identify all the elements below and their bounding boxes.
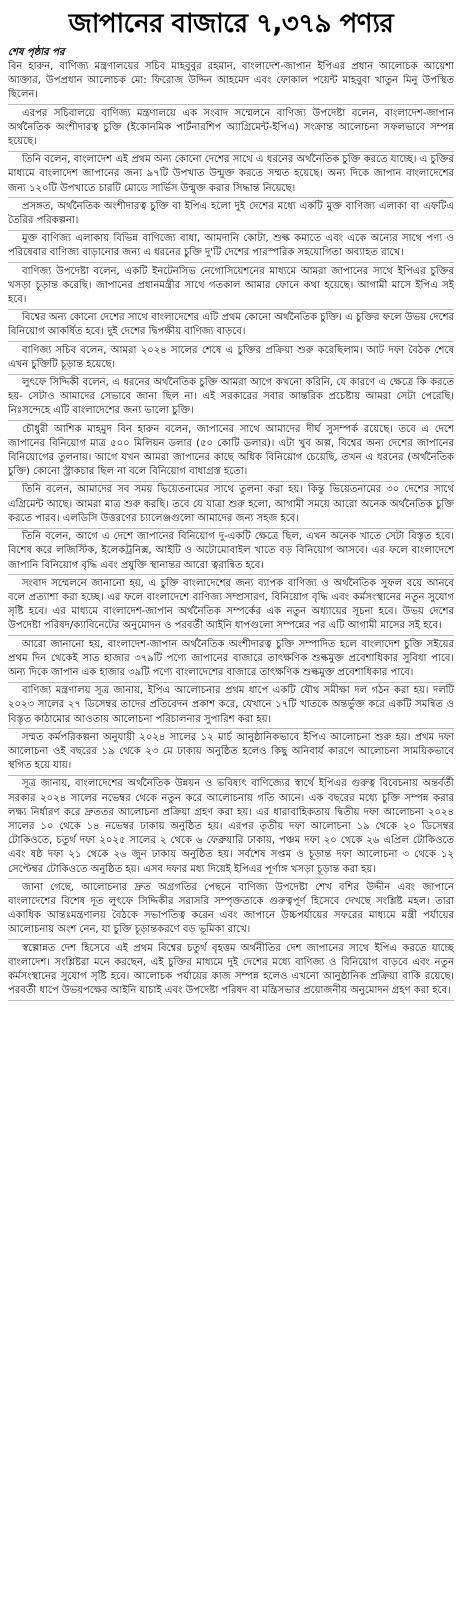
- paragraph: মুক্ত বাণিজ্য এলাকায় বিভিন্ন বাণিজ্যে বাধা, আমদানি কোটা, শুল্ক কমাতে এবং একে অন্যের সাথে পণ্য ও পরিষেবার বাণিজ্য বাড়ানোর জন্য এ ধরনের চুক্তি দু'টি দেশের পারস্পরিক সহযোগিতা অব্যাহত রাখে।: [8, 232, 454, 263]
- paragraph: স্বল্পোন্নত দেশ হিসেবে এই প্রথম বিশ্বের চতুর্থ বৃহত্তম অর্থনীতির দেশ জাপানের সাথে ইপিএ করতে যাচ্ছে বাংলাদেশ। সংশ্লিষ্টরা মনে করছেন, এই চুক্তির মাধ্যমে দুই দেশের মধ্যে বাণিজ্য ও বিনিয়োগ বাড়বে এবং নতুন কর্মসংস্থানের সুযোগ সৃষ্টি হবে। আলোচক পর্যায়ের কাজ সম্পন্ন হলেও এখনো আনুষ্ঠানিক প্রক্রিয়া বাকি রয়েছে। পরবর্তী ধাপে উভয়পক্ষের আইনি যাচাই এবং উপদেষ্টা পরিষদ বা মন্ত্রিসভার প্রয়োজনীয় অনুমোদন গ্রহণ করা হবে।: [8, 942, 454, 1001]
- paragraph: বাণিজ্য উপদেষ্টা বলেন, একটি ইনটেনসিভ নেগোসিয়েশনের মাধ্যমে আমরা জাপানের সাথে ইপিএর চুক্তির খসড়া চূড়ান্ত করেছি। জাপানের প্রধানমন্ত্রীর সাথে গতকাল আমার ফোনে কথা হয়েছে। আগামী মাসে ইপিএ সই হবে।: [8, 265, 454, 310]
- paragraph: লুৎফে সিদ্দিকী বলেন, এ ধরনের অর্থনৈতিক চুক্তি আমরা আগে কখনো করিনি, যে কারণে এ ক্ষেত্রে কি করতে হয়- সেটাও আমাদের সেভাবে জানা ছিল না। এই সরকারের সবার আন্তরিক প্রচেষ্টায় আমরা সেটা পেরেছি। নিঃসন্দেহে এটি বাংলাদেশের জন্য ভালো চুক্তি।: [8, 376, 454, 421]
- paragraph: সম্মত কর্মপরিকল্পনা অনুযায়ী ২০২৪ সালের ১২ মার্চ আনুষ্ঠানিকভাবে ইপিএ আলোচনা শুরু হয়। প্রথম দফা আলোচনা ওই বছরের ১৯ থেকে ২৩ মে ঢাকায় অনুষ্ঠিত হলেও কিছু অনিবার্য কারণে আলোচনা সাময়িকভাবে স্থগিত হয়ে যায়।: [8, 731, 454, 776]
- paragraph: বাণিজ্য মন্ত্রণালয় সূত্র জানায়, ইপিএ আলোচনার প্রথম ধাপে একটি যৌথ সমীক্ষা দল গঠন করা হয়। দলটি ২০২৩ সালের ২৭ ডিসেম্বর তাদের প্রতিবেদন প্রকাশ করে, যেখানে ১৭টি খাতকে অন্তর্ভুক্ত করে একটি সমন্বিত ও বিস্তৃত কাঠামোর আওতায় আলোচনা পরিচালনার সুপারিশ করা হয়।: [8, 684, 454, 729]
- paragraph: আরো জানানো হয়, বাংলাদেশ-জাপান অর্থনৈতিক অংশীদারত্ব চুক্তি সম্পাদিত হলে বাংলাদেশ চুক্তি সইয়ের প্রথম দিন থেকেই সাত হাজার ৩৭৯টি পণ্যে জাপানের বাজারে তাৎক্ষণিক শুল্কমুক্ত প্রবেশাধিকার সুবিধা পাবে। অন্য দিকে জাপান এক হাজার ৩৯টি পণ্যে বাংলাদেশের বাজারে তাৎক্ষণিক শুল্কমুক্ত প্রবেশাধিকার পাবে।: [8, 638, 454, 683]
- paragraph: বিশ্বের অন্য কোনো দেশের সাথে বাংলাদেশের এটি প্রথম কোনো অর্থনৈতিক চুক্তি। এ চুক্তির ফলে উভয় দেশের বিনিয়োগ আকর্ষিত হবে। দুই দেশের দ্বিপক্ষীয় বাণিজ্য বাড়বে।: [8, 311, 454, 342]
- paragraph: তিনি বলেন, আগে এ দেশে জাপানের বিনিয়োগ দু-একটি ক্ষেত্রে ছিল, এখন অনেক খাতে সেটা বিস্তৃত হবে। বিশেষ করে লজিস্টিক, ইলেকট্রনিক্স, আইটি ও অটোমোবাইল খাতে বড় বিনিয়োগ আসবে। এর ফলে বাংলাদেশে জাপানি বিনিয়োগ বৃদ্ধি এবং প্রযুক্তি স্থানান্তর আরো ত্বরান্বিত হবে।: [8, 530, 454, 575]
- paragraph: বিন হারুন, বাণিজ্য মন্ত্রণালয়ের সচিব মাহবুবুর রহমান, বাংলাদেশ-জাপান ইপিএর প্রধান আলোচক আয়েশা আক্তার, উপপ্রধান আলোচক মো: ফিরোজ উদ্দিন আহমেদ এবং ফোকাল পয়েন্ট মাহবুবা খাতুন মিনু উপস্থিত ছিলেন।: [8, 60, 454, 105]
- headline: জাপানের বাজারে ৭,৩৭৯ পণ্যর: [68, 9, 394, 39]
- paragraph: প্রসঙ্গত, অর্থনৈতিক অংশীদারত্ব চুক্তি বা ইপিএ হলো দুই দেশের মধ্যে একটি মুক্ত বাণিজ্য এলাকা বা এফটিএ তৈরির পরিকল্পনা।: [8, 200, 454, 231]
- paragraph: তিনি বলেন, বাংলাদেশ এই প্রথম অন্য কোনো দেশের সাথে এ ধরনের অর্থনৈতিক চুক্তি করতে যাচ্ছে। এ চুক্তির মাধ্যমে বাংলাদেশ জাপানের জন্য ৯৭টি উপখাত উন্মুক্ত করতে সম্মত হয়েছে। অন্য দিকে জাপান বাংলাদেশের জন্য ১২০টি উপখাতে চারটি মোডে সার্ভিস উন্মুক্ত করার সিদ্ধান্ত নিয়েছে।: [8, 153, 454, 198]
- paragraph: চৌধুরী আশিক মাহমুদ বিন হারুন বলেন, জাপানের সাথে আমাদের দীর্ঘ সুসম্পর্ক রয়েছে। তবে এ দেশে জাপানের বিনিয়োগ মাত্র ৫০০ মিলিয়ন ডলার (৫০ কোটি ডলার)। এটা খুব অল্প, বিশ্বের অন্য দেশের জাপানের বিনিয়োগের তুলনায়। আগে যখন আমরা জাপানের কাছে অধিক বিনিয়োগ চেয়েছি, তখন এ ধরনের (অর্থনৈতিক চুক্তি) কোনো স্ট্রাকচার ছিল না বলে বিনিয়োগ বাধাগ্রস্ত হতো।: [8, 423, 454, 482]
- paragraph: তিনি বলেন, আমাদের সব সময় ভিয়েতনামের সাথে তুলনা করা হয়। কিন্তু ভিয়েতনামের ৩০ দেশের সাথে এগ্রিমেন্ট আছে। আমরা মাত্র শুরু করছি। তবে যে যাত্রা শুরু হলো, আগামী সময়ে আরো অনেক অর্থনৈতিক চুক্তি করতে পারব। এলডিসি উত্তরণের চ্যালেঞ্জগুলো আমাদের জন্য সহজ হবে।: [8, 483, 454, 528]
- paragraph: সংবাদ সম্মেলনে জানানো হয়, এ চুক্তি বাংলাদেশের জন্য ব্যাপক বাণিজ্য ও অর্থনৈতিক সুফল বয়ে আনবে বলে প্রত্যাশা করা হচ্ছে। এর ফলে বাংলাদেশে বাণিজ্য সম্প্রসারণ, বিনিয়োগ বৃদ্ধি এবং কর্মসংস্থানের নতুন সুযোগ সৃষ্টি হবে। এর মাধ্যমে বাংলাদেশ-জাপান অর্থনৈতিক সম্পর্কের এক নতুন অধ্যায়ের সূচনা হবে। উভয় দেশের উপদেষ্টা পরিষদ/ক্যাবিনেটের অনুমোদন ও পরবর্তী আইনি ধাপগুলো সম্পন্নের পর এটি আগামী মাসের সই হবে।: [8, 577, 454, 636]
- paragraph: সূত্র জানায়, বাংলাদেশের অর্থনৈতিক উন্নয়ন ও ভবিষ্যৎ বাণিজ্যের স্বার্থে ইপিএর গুরুত্ব বিবেচনায় অন্তর্বর্তী সরকার ২০২৪ সালের নভেম্বর থেকে নতুন করে আলোচনায় গতি আনে। এক বছরের মধ্যে চুক্তি সম্পন্ন করার লক্ষ্য নির্ধারণ করে দ্রুততর আলোচনা প্রক্রিয়া গ্রহণ করা হয়। এর ধারাবাহিকতায় দ্বিতীয় দফা আলোচনা ২০২৪ সালের ১০ থেকে ১৪ নভেম্বর ঢাকায় অনুষ্ঠিত হয়। এরপর তৃতীয় দফা আলোচনা ১৯ থেকে ২০ ডিসেম্বর টোকিওতে, চতুর্থ দফা ২০২৫ সালের ২ থেকে ৬ ফেব্রুয়ারি ঢাকায়, পঞ্চম দফা ২০ থেকে ২৬ এপ্রিল টোকিওতে এবং ষষ্ঠ দফা ২১ থেকে ২৬ জুন ঢাকায় অনুষ্ঠিত হয়। সর্বশেষ সপ্তম ও চূড়ান্ত দফা আলোচনা ৩ থেকে ১২ সেপ্টেম্বর টোকিওতে অনুষ্ঠিত হয়। এসব দফার মধ্য দিয়েই ইপিএর পূর্ণাঙ্গ খসড়া চূড়ান্ত করা হয়।: [8, 777, 454, 879]
- paragraph: বাণিজ্য সচিব বলেন, আমরা ২০২৪ সালের শেষে এ চুক্তির প্রক্রিয়া শুরু করেছিলাম। আট দফা বৈঠক শেষে এখন চুক্তিটি চূড়ান্ত হয়েছে।: [8, 344, 454, 375]
- continued-from-label: শেষ পৃষ্ঠার পর: [8, 47, 65, 58]
- paragraph: জানা গেছে, আলোচনার দ্রুত অগ্রগতির পেছনে বাণিজ্য উপদেষ্টা শেখ বশির উদ্দীন এবং জাপানে বাংলাদেশের বিশেষ দূত লুৎফে সিদ্দিকীর সরাসরি সম্পৃক্ততাকে গুরুত্বপূর্ণ হিসেবে দেখছে সংশ্লিষ্ট মহল। তারা একাধিক আন্তঃমন্ত্রণালয় বৈঠকে সভাপতিত্ব করেন এবং জাপানে উচ্চপর্যায়ের সফরের মাধ্যমে মন্ত্রী পর্যায়ের আলোচনায় অংশ নেন, যা চুক্তি চূড়ান্তকরণে বড় ভূমিকা রাখে।: [8, 881, 454, 940]
- article-body: [8, 60, 454, 1001]
- paragraph: এরপর সচিবালয়ে বাণিজ্য মন্ত্রণালয়ে এক সংবাদ সম্মেলনে বাণিজ্য উপদেষ্টা বলেন, বাংলাদেশ-জাপান অর্থনৈতিক অংশীদারত্ব চুক্তি (ইকোনমিক পার্টনারশিপ অ্যাগ্রিমেন্ট-ইপিএ) সংক্রান্ত আলোচনা সফলভাবে সম্পন্ন হয়েছে।: [8, 107, 454, 152]
